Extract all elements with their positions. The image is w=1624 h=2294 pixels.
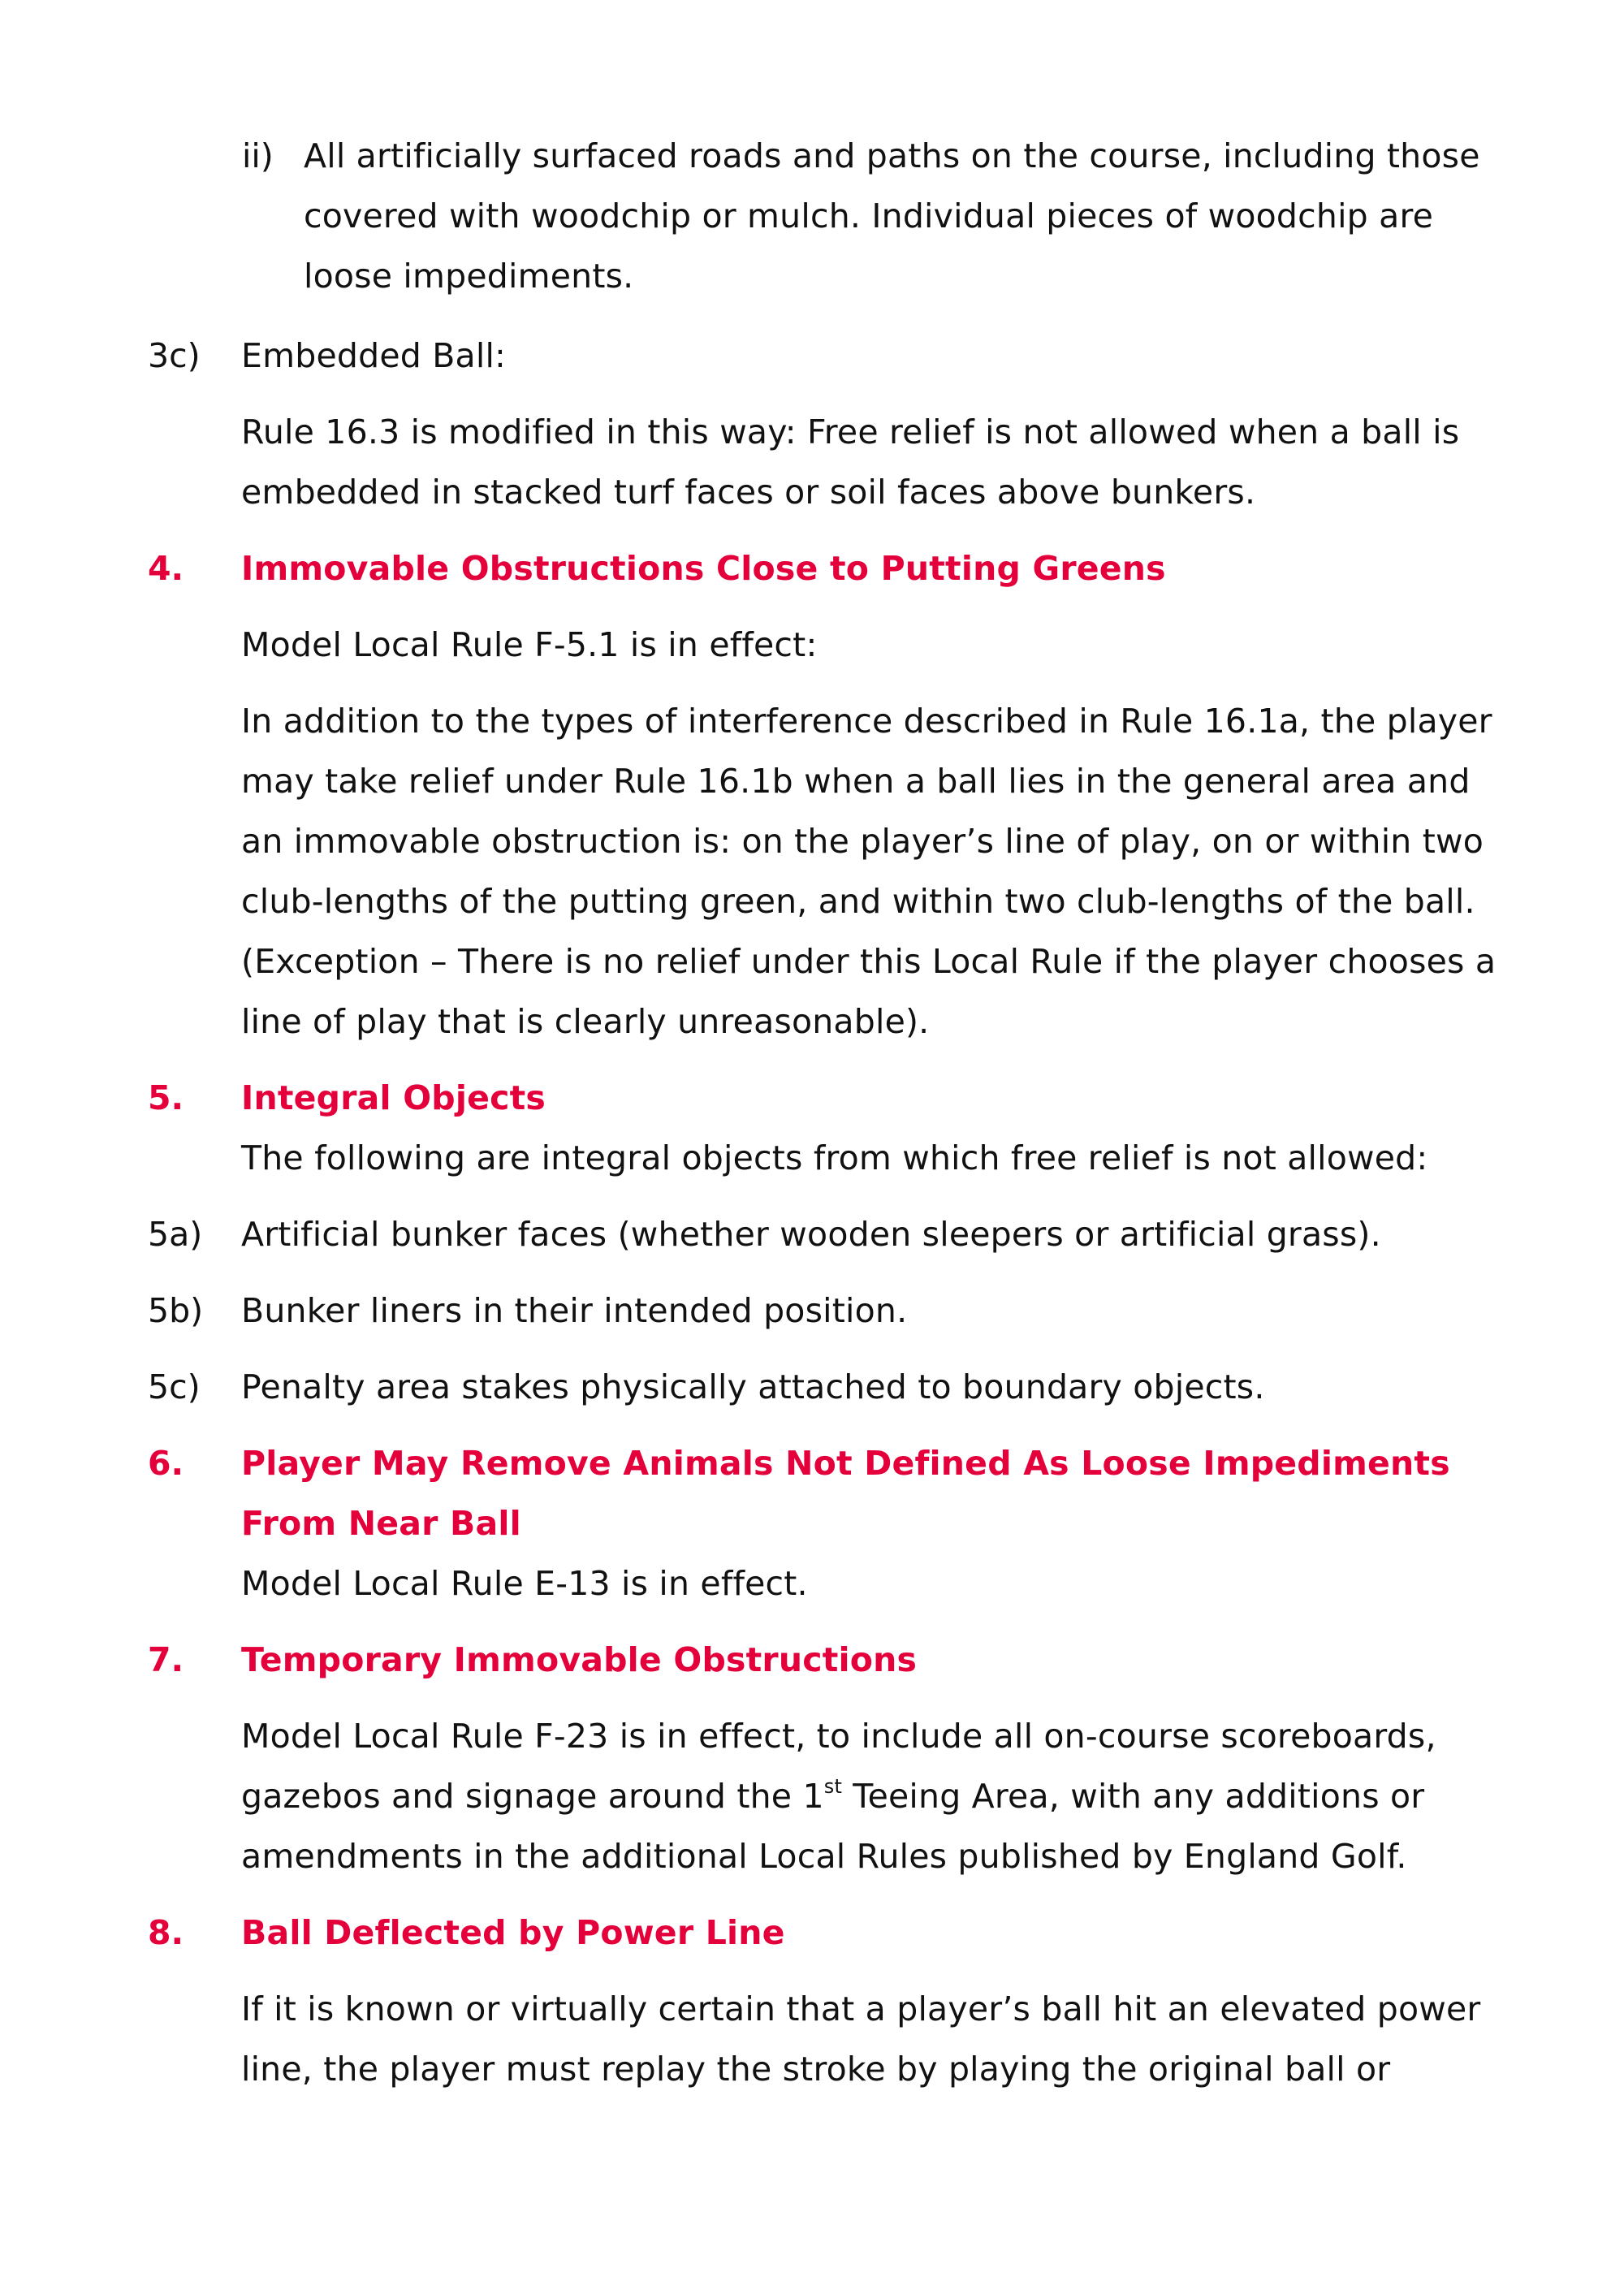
section-number: 8. (148, 1913, 184, 1952)
paragraph-line: Model Local Rule F-5.1 is in effect: (241, 625, 818, 664)
text-segment: Teeing Area, with any additions or (842, 1777, 1425, 1816)
section-number: 6. (148, 1444, 184, 1483)
section-number: 7. (148, 1640, 184, 1679)
list-label: ii) (242, 136, 274, 175)
section-heading: Ball Deflected by Power Line (241, 1913, 785, 1952)
section-heading-continued: From Near Ball (241, 1504, 521, 1543)
list-item: Bunker liners in their intended position. (241, 1291, 908, 1330)
paragraph-line: embedded in stacked turf faces or soil faces above bunkers. (241, 473, 1256, 512)
paragraph-line: Model Local Rule F-23 is in effect, to include all on-course scoreboards, (241, 1717, 1436, 1756)
paragraph-line: line, the player must replay the stroke by playing the original ball or (241, 2050, 1391, 2089)
section-number: 4. (148, 549, 184, 588)
paragraph-line: In addition to the types of interference described in Rule 16.1a, the player (241, 702, 1492, 741)
list-item: Penalty area stakes physically attached to boundary objects. (241, 1367, 1265, 1406)
list-label: 3c) (148, 336, 201, 375)
text-segment: gazebos and signage around the 1 (241, 1777, 824, 1816)
subsection-title: Embedded Ball: (241, 336, 507, 375)
paragraph-line: an immovable obstruction is: on the player’s line of play, on or within two (241, 822, 1484, 861)
ordinal-superscript: st (823, 1775, 843, 1798)
list-label: 5c) (148, 1367, 201, 1406)
list-label: 5b) (148, 1291, 204, 1330)
paragraph-line: amendments in the additional Local Rules published by England Golf. (241, 1837, 1407, 1876)
paragraph-line: loose impediments. (304, 257, 634, 296)
paragraph-line: Rule 16.3 is modified in this way: Free relief is not allowed when a ball is (241, 413, 1460, 451)
paragraph-line: covered with woodchip or mulch. Individual pieces of woodchip are (304, 197, 1434, 235)
section-heading: Integral Objects (241, 1078, 546, 1117)
paragraph-line: The following are integral objects from which free relief is not allowed: (241, 1138, 1428, 1177)
paragraph-line (241, 1775, 1425, 1816)
paragraph-line: (Exception – There is no relief under this Local Rule if the player chooses a (241, 942, 1497, 981)
section-heading: Player May Remove Animals Not Defined As Loose Impediments (241, 1444, 1450, 1483)
section-number: 5. (148, 1078, 184, 1117)
paragraph-line: Model Local Rule E-13 is in effect. (241, 1564, 808, 1603)
paragraph-line: club-lengths of the putting green, and within two club-lengths of the ball. (241, 882, 1475, 921)
paragraph-line: may take relief under Rule 16.1b when a ball lies in the general area and (241, 762, 1471, 801)
paragraph-line: line of play that is clearly unreasonable). (241, 1002, 930, 1041)
section-heading: Immovable Obstructions Close to Putting Greens (241, 549, 1166, 588)
list-label: 5a) (148, 1215, 203, 1254)
paragraph-line: If it is known or virtually certain that a player’s ball hit an elevated power (241, 1989, 1481, 2028)
section-heading: Temporary Immovable Obstructions (241, 1640, 918, 1679)
paragraph-line: All artificially surfaced roads and paths on the course, including those (304, 136, 1480, 175)
list-item: Artificial bunker faces (whether wooden sleepers or artificial grass). (241, 1215, 1381, 1254)
